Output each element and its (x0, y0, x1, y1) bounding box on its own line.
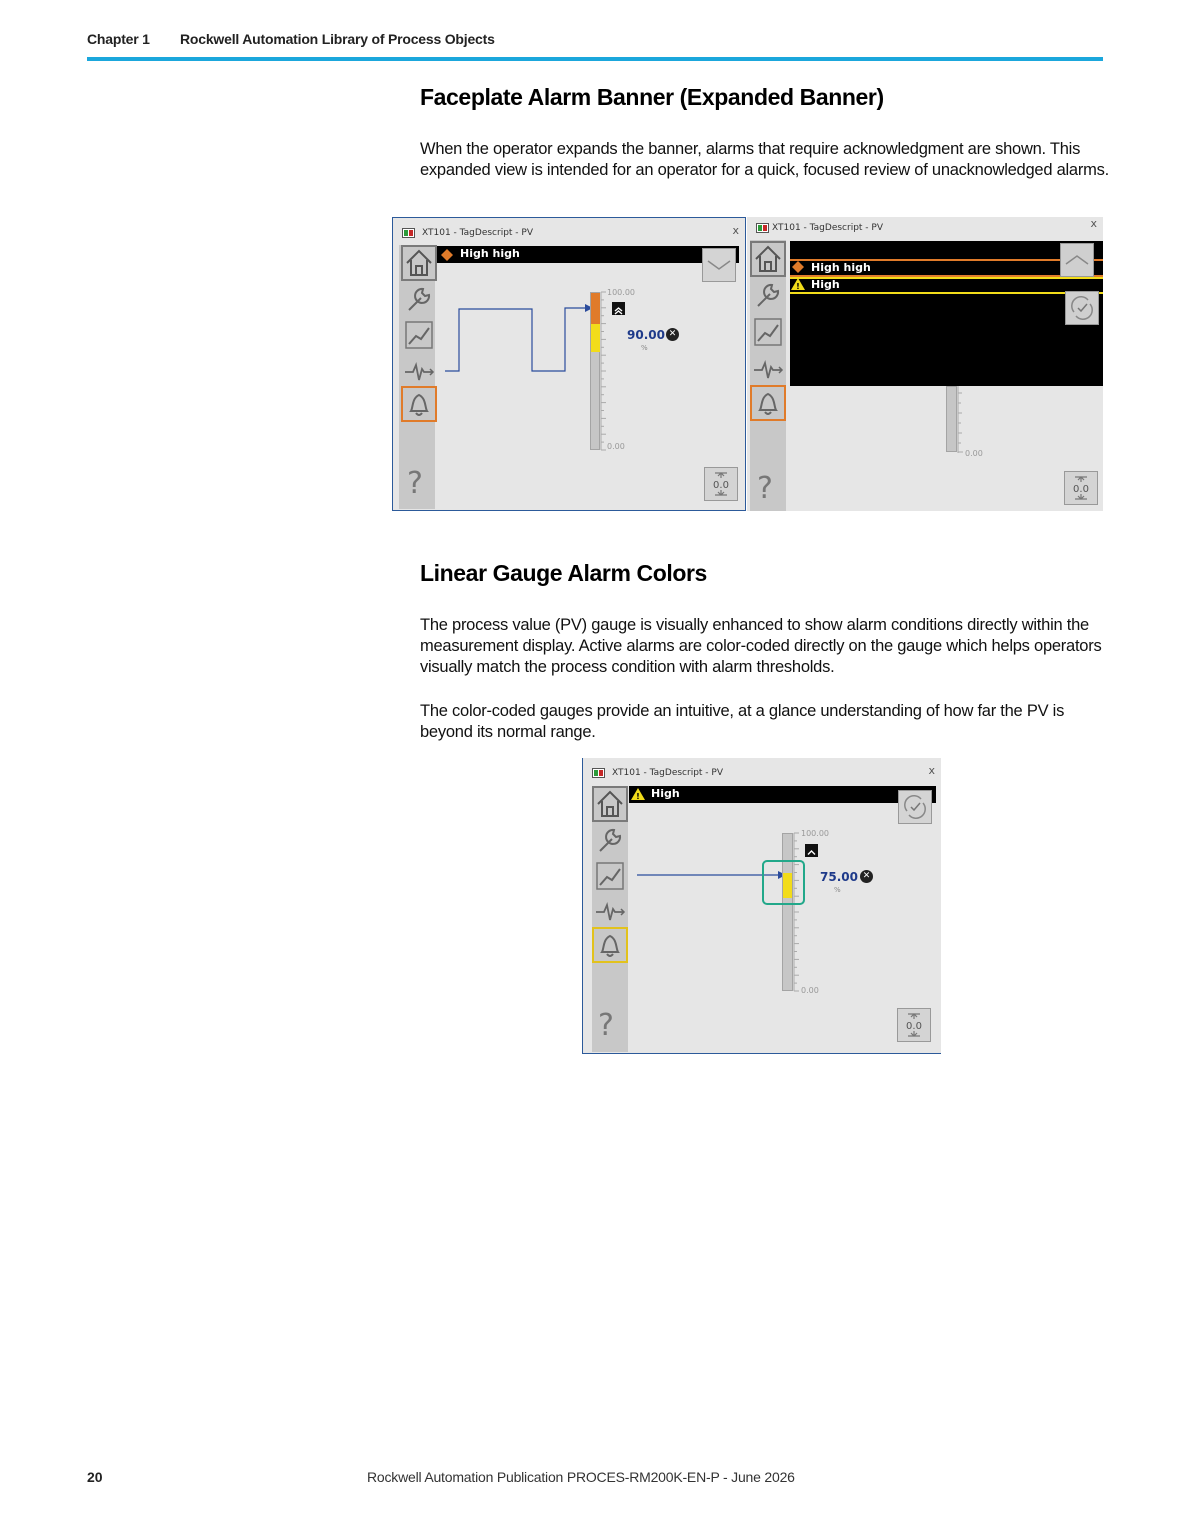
section-body-linear-gauge-1: The process value (PV) gauge is visually enhanced to show alarm conditions directly within the measurement display. Active alarms are color-coded directly on the gauge which helps operators visually match the process condition with alarm thresholds. (420, 616, 1102, 676)
help-icon[interactable]: ? (757, 471, 773, 506)
faceplate-expanded-window (747, 217, 1103, 511)
running-header-title: Rockwell Automation Library of Process Objects (180, 31, 495, 47)
window-title: XT101 - TagDescript - PV (612, 768, 723, 778)
pv-gauge-scale (393, 218, 746, 511)
section-body-linear-gauge-2: The color-coded gauges provide an intuitive, at a glance understanding of how far the PV is beyond its normal range. (420, 702, 1065, 741)
svg-text:!: ! (636, 792, 640, 801)
help-icon[interactable]: ? (407, 466, 423, 501)
pv-gauge-scale (583, 758, 941, 1054)
gauge-min-label: 0.00 (801, 986, 819, 995)
page-number: 20 (87, 1469, 103, 1485)
svg-text:0.0: 0.0 (906, 1021, 922, 1032)
pv-value: 75.00 (820, 870, 858, 884)
window-title: XT101 - TagDescript - PV (772, 223, 883, 233)
chevron-up-icon (805, 844, 818, 857)
pv-unit: % (834, 886, 841, 894)
pv-unit: % (641, 344, 648, 352)
double-chevron-up-icon (612, 302, 625, 315)
reset-button[interactable] (897, 1008, 931, 1042)
reset-icon (898, 1009, 930, 1041)
window-title: XT101 - TagDescript - PV (422, 228, 533, 238)
gauge-min-label: 0.00 (965, 449, 983, 458)
section-heading-expanded-banner: Faceplate Alarm Banner (Expanded Banner) (420, 84, 884, 110)
reset-icon (705, 468, 737, 500)
svg-text:0.0: 0.0 (713, 480, 729, 491)
gauge-min-label: 0.00 (607, 442, 625, 451)
gauge-max-label: 100.00 (801, 829, 829, 838)
alarm-banner-label: High high (460, 247, 520, 260)
svg-text:!: ! (796, 282, 800, 291)
alarm-banner-label: High (651, 787, 680, 800)
highlight-box (762, 860, 805, 905)
section-heading-linear-gauge: Linear Gauge Alarm Colors (420, 560, 707, 586)
faceplate-collapsed-window (392, 217, 746, 511)
reset-button[interactable] (704, 467, 738, 501)
reset-button[interactable] (1064, 471, 1098, 505)
alarm-row-label[interactable]: High high (811, 261, 871, 274)
close-icon[interactable]: x (928, 764, 935, 777)
help-icon[interactable]: ? (598, 1008, 614, 1043)
pv-value: 90.00 (627, 328, 665, 342)
section-body-expanded-banner: When the operator expands the banner, alarms that require acknowledgment are shown. This expanded view is intended for an operator for a quick, focused review of unacknowledged alarms. (420, 140, 1109, 179)
publication-footer: Rockwell Automation Publication PROCES-RM200K-EN-P - June 2026 (367, 1469, 795, 1485)
gauge-max-label: 100.00 (607, 288, 635, 297)
svg-text:0.0: 0.0 (1073, 484, 1089, 495)
header-rule (87, 57, 1103, 61)
reset-icon (1065, 472, 1097, 504)
chapter-label: Chapter 1 (87, 31, 150, 47)
alarm-row-label[interactable]: High (811, 278, 840, 291)
pv-quality-icon[interactable]: ✕ (666, 328, 679, 341)
pv-gauge-scale (747, 217, 1103, 511)
faceplate-gauge-window (582, 758, 941, 1054)
close-icon[interactable]: x (1090, 217, 1097, 230)
close-icon[interactable]: x (732, 224, 739, 237)
pv-quality-icon[interactable]: ✕ (860, 870, 873, 883)
